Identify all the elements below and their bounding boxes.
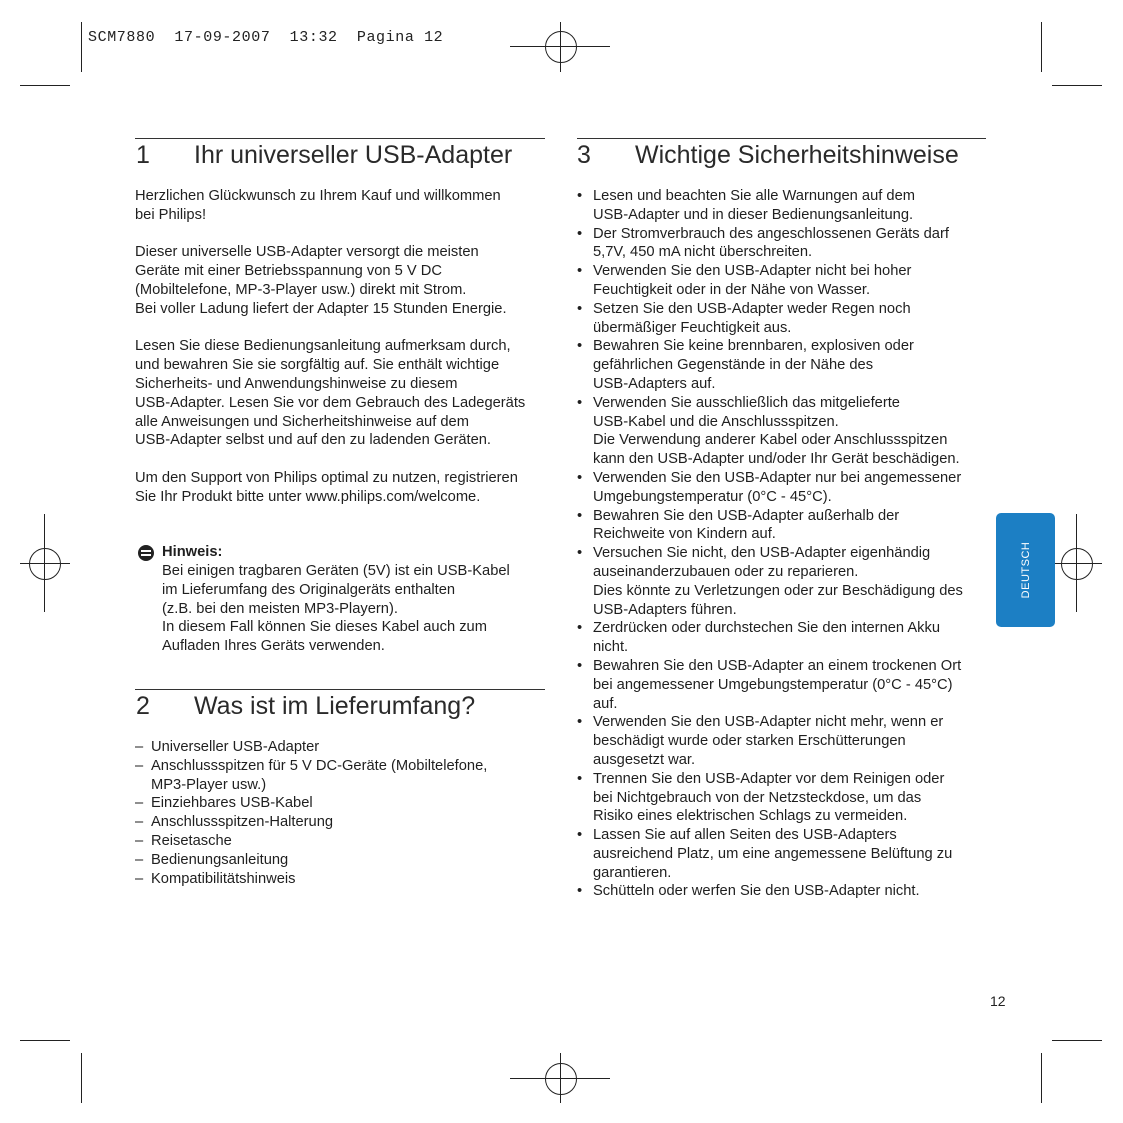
list-item: • Bewahren Sie den USB-Adapter an einem trockenen Ort bei angemessener Umgebungstemperatur (0°C - 45°C) auf. xyxy=(577,657,987,713)
section-2-heading xyxy=(136,692,546,724)
slug-code: SCM7880 xyxy=(88,29,156,46)
paragraph: Lesen Sie diese Bedienungsanleitung aufmerksam durch, und bewahren Sie sie sorgfältig auf. Sie enthält wichtige Sicherheits- und Anwendungshinweise zu diesem USB-Adapter. Lesen Sie vor dem Gebrauch des Ladegeräts alle Anweisungen und Sicherheitshinweise auf dem USB-Adapter selbst und auf den zu ladenden Geräten. xyxy=(135,338,526,449)
section-3-title: Wichtige Sicherheitshinweise xyxy=(635,141,959,169)
list-item: – Anschlussspitzen-Halterung xyxy=(135,813,555,832)
section-3-rule xyxy=(577,138,986,139)
note-text: Bei einigen tragbaren Geräten (5V) ist ein USB-Kabel im Lieferumfang des Originalgeräts enthalten (z.B. bei den meisten MP3-Playern). In diesem Fall können Sie dieses Kabel auch zum Aufladen Ihres Geräts verwenden. xyxy=(162,563,510,655)
list-item: • Versuchen Sie nicht, den USB-Adapter eigenhändig auseinanderzubauen oder zu reparieren. Dies könnte zu Verletzungen oder zur Beschädigung des USB-Adapters führen. xyxy=(577,544,987,619)
list-item: • Lesen und beachten Sie alle Warnungen auf dem USB-Adapter und in dieser Bedienungsanleitung. xyxy=(577,187,987,225)
list-item: • Bewahren Sie keine brennbaren, explosiven oder gefährlichen Gegenstände in der Nähe des USB-Adapters auf. xyxy=(577,337,987,393)
print-slug xyxy=(88,29,443,46)
section-2-number: 2 xyxy=(136,692,150,720)
section-2-rule xyxy=(135,689,545,690)
list-item: • Zerdrücken oder durchstechen Sie den internen Akku nicht. xyxy=(577,619,987,657)
list-item: • Verwenden Sie den USB-Adapter nur bei angemessener Umgebungstemperatur (0°C - 45°C). xyxy=(577,469,987,507)
list-item: • Verwenden Sie den USB-Adapter nicht mehr, wenn er beschädigt wurde oder starken Erschütterungen ausgesetzt war. xyxy=(577,713,987,769)
section-3-heading xyxy=(577,141,986,173)
paragraph: Um den Support von Philips optimal zu nutzen, registrieren Sie Ihr Produkt bitte unter www.philips.com/welcome. xyxy=(135,469,518,505)
slug-time: 13:32 xyxy=(289,29,338,46)
list-item: • Der Stromverbrauch des angeschlossenen Geräts darf 5,7V, 450 mA nicht überschreiten. xyxy=(577,225,987,263)
note-title: Hinweis: xyxy=(162,544,223,560)
list-item: – Reisetasche xyxy=(135,832,555,851)
note-icon xyxy=(138,545,154,561)
section-2-title: Was ist im Lieferumfang? xyxy=(194,692,476,720)
page-number: 12 xyxy=(990,993,1006,1009)
list-item: – Universeller USB-Adapter xyxy=(135,738,555,757)
slug-date: 17-09-2007 xyxy=(174,29,271,46)
section-2-list xyxy=(135,738,555,888)
list-item: – Bedienungsanleitung xyxy=(135,851,555,870)
language-tab-label: DEUTSCH xyxy=(1019,541,1032,599)
section-3-list xyxy=(577,187,987,901)
section-1-rule xyxy=(135,138,545,139)
section-1-heading xyxy=(136,141,546,173)
section-1-number: 1 xyxy=(136,141,150,169)
list-item: • Lassen Sie auf allen Seiten des USB-Adapters ausreichend Platz, um eine angemessene Belüftung zu garantieren. xyxy=(577,826,987,882)
paragraph: Dieser universelle USB-Adapter versorgt die meisten Geräte mit einer Betriebsspannung von 5 V DC (Mobiltelefone, MP-3-Player usw.) direkt mit Strom. Bei voller Ladung liefert der Adapter 15 Stunden Energie. xyxy=(135,244,507,317)
slug-page: Pagina 12 xyxy=(356,29,444,46)
section-3-number: 3 xyxy=(577,141,591,169)
list-item: • Trennen Sie den USB-Adapter vor dem Reinigen oder bei Nichtgebrauch von der Netzsteckdose, um das Risiko eines elektrischen Schlags zu vermeiden. xyxy=(577,770,987,826)
list-item: – Einziehbares USB-Kabel xyxy=(135,794,555,813)
section-1-body xyxy=(135,187,555,525)
list-item: – Anschlussspitzen für 5 V DC-Geräte (Mobiltelefone, MP3-Player usw.) xyxy=(135,757,555,795)
list-item: – Kompatibilitätshinweis xyxy=(135,870,555,889)
list-item: • Verwenden Sie den USB-Adapter nicht bei hoher Feuchtigkeit oder in der Nähe von Wasser. xyxy=(577,262,987,300)
list-item: • Verwenden Sie ausschließlich das mitgelieferte USB-Kabel und die Anschlussspitzen. Die Verwendung anderer Kabel oder Anschlussspitzen kann den USB-Adapter und/oder Ihr Gerät beschädigen. xyxy=(577,394,987,469)
list-item: • Setzen Sie den USB-Adapter weder Regen noch übermäßiger Feuchtigkeit aus. xyxy=(577,300,987,338)
list-item: • Schütteln oder werfen Sie den USB-Adapter nicht. xyxy=(577,882,987,901)
list-item: • Bewahren Sie den USB-Adapter außerhalb der Reichweite von Kindern auf. xyxy=(577,507,987,545)
section-1-title: Ihr universeller USB-Adapter xyxy=(194,141,513,169)
language-tab xyxy=(996,513,1055,627)
paragraph: Herzlichen Glückwunsch zu Ihrem Kauf und willkommen bei Philips! xyxy=(135,188,501,223)
